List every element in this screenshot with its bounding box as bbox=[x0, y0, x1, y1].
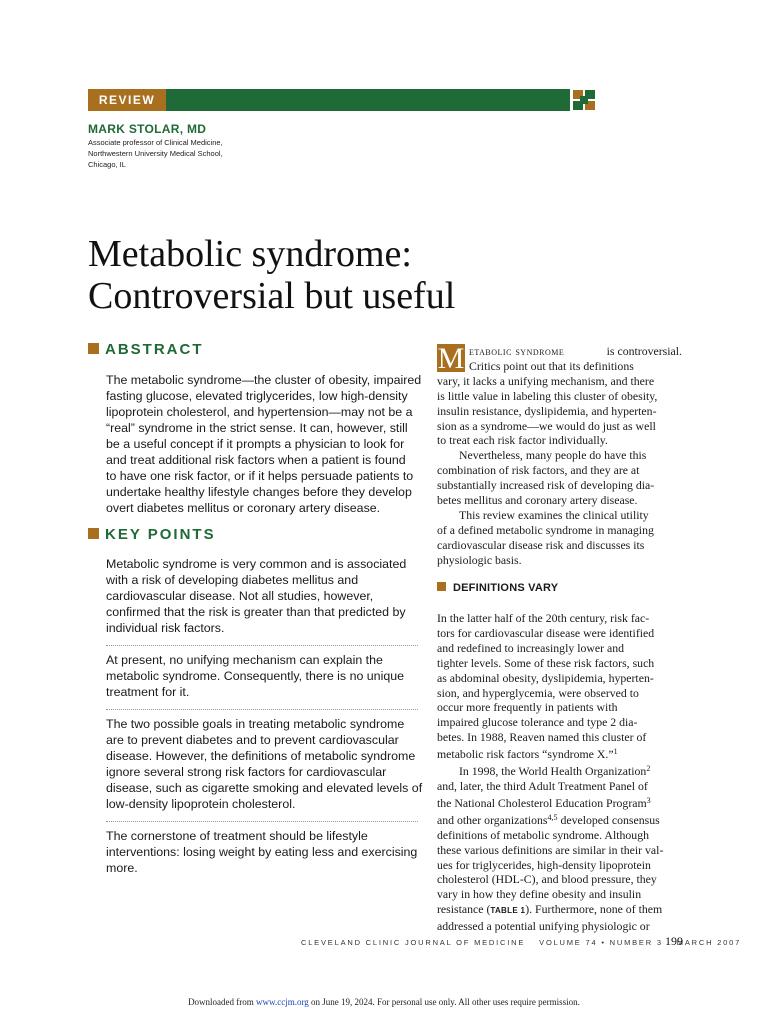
divider bbox=[106, 709, 418, 710]
key-point: The two possible goals in treating metabolic syndrome are to prevent diabetes and to prevent cardiovascular disease. However, the definitions of metabolic syndrome ignore several strong risk factors for cardiovascular disease, such as cigarette smoking and elevated levels of low-density lipoprotein cholesterol. bbox=[106, 717, 423, 811]
citation-ref[interactable]: 4,5 bbox=[547, 812, 558, 822]
intro-text: etabolic syndrome is controversial. Critics point out that its definitions vary, it lacks a unifying mechanism, and there is little value in labeling this cluster of obesity, insulin resistance, dyslipidemia, and hyperten- sion as a syndrome—we would do just as well to treat each risk factor individually. Nevertheless, many people do have this combination of risk factors, and they are at substantially increased risk of developing dia- betes mellitus and coronary artery disease. This review examines the clinical utility of a defined metabolic syndrome in managing cardiovascular disease risk and discusses its physiologic basis. bbox=[437, 344, 682, 567]
author-affiliation: Associate professor of Clinical Medicine, Northwestern University Medical School, Chicago, IL bbox=[88, 138, 223, 169]
citation-ref[interactable]: 1 bbox=[613, 747, 618, 757]
key-point: Metabolic syndrome is very common and is associated with a risk of developing diabetes mellitus and cardiovascular disease. Not all studies, however, confirmed that the risk is greater than that predicted by individual risk factors. bbox=[106, 557, 407, 635]
definitions-text: In the latter half of the 20th century, risk fac- tors for cardiovascular disease were identified and redefined to increasingly lower and tighter levels. Some of these risk factors, such as abdominal obesity, dyslipidemia, hyperten- sion, and hyperglycemia, were observed to occur more frequently in patients with impaired glucose tolerance and type 2 dia- betes. In 1988, Reaven named this cluster of metabolic risk factors “syndrome X.”$^1$ In 1998, the World Health Organization$^2$ and, later, the third Adult Treatment Panel of the National Cholesterol Education Program$^3$ and other organizations$^{4,5}$ developed consensus definitions of metabolic syndrome. Although these various definitions are similar in their val- ues for triglycerides, high-density lipoprotein cholesterol (HDL-C), and blood pressure, they vary in how they define obesity and insulin resistance (TABLE 1). Furthermore, none of them addressed a potential unifying physiologic or bbox=[437, 611, 664, 934]
citation-ref[interactable]: 3 bbox=[646, 795, 651, 805]
key-point: At present, no unifying mechanism can explain the metabolic syndrome. Consequently, there is no unique treatment for it. bbox=[106, 653, 405, 699]
key-points-heading: KEY POINTS bbox=[88, 526, 216, 543]
section-tag: REVIEW bbox=[88, 89, 166, 111]
journal-logo-icon bbox=[572, 89, 596, 111]
bullet-square-icon bbox=[437, 582, 446, 591]
drop-cap: M bbox=[437, 342, 465, 375]
running-footer: CLEVELAND CLINIC JOURNAL OF MEDICINE VOLUME 74 • NUMBER 3 MARCH 2007 bbox=[301, 938, 742, 947]
table-reference-link[interactable]: TABLE 1 bbox=[490, 906, 526, 916]
page-number: 199 bbox=[665, 934, 683, 948]
article-title: Metabolic syndrome: Controversial but useful bbox=[88, 233, 456, 317]
divider bbox=[106, 821, 418, 822]
key-point: The cornerstone of treatment should be lifestyle interventions: losing weight by eating less and exercising more. bbox=[106, 829, 418, 875]
bullet-square-icon bbox=[88, 343, 99, 354]
bullet-square-icon bbox=[88, 528, 99, 539]
download-notice: Downloaded from www.ccjm.org on June 19, 2024. For personal use only. All other uses require permission. bbox=[188, 997, 580, 1007]
definitions-heading: DEFINITIONS VARY bbox=[437, 582, 558, 594]
abstract-heading: ABSTRACT bbox=[88, 341, 204, 358]
divider bbox=[106, 645, 418, 646]
ccjm-link[interactable]: www.ccjm.org bbox=[256, 997, 309, 1007]
author-name: MARK STOLAR, MD bbox=[88, 122, 207, 136]
abstract-text: The metabolic syndrome—the cluster of obesity, impaired fasting glucose, elevated triglycerides, low high-density lipoprotein cholesterol, and hypertension—may not be a “real” syndrome in the strict sense. It can, however, still be a useful concept if it prompts a physician to look for and treat additional risk factors when a patient is found to have one risk factor, or if it helps persuade patients to undertake healthy lifestyle changes before they develop overt diabetes mellitus or coronary artery disease. bbox=[106, 373, 422, 515]
citation-ref[interactable]: 2 bbox=[646, 764, 651, 774]
